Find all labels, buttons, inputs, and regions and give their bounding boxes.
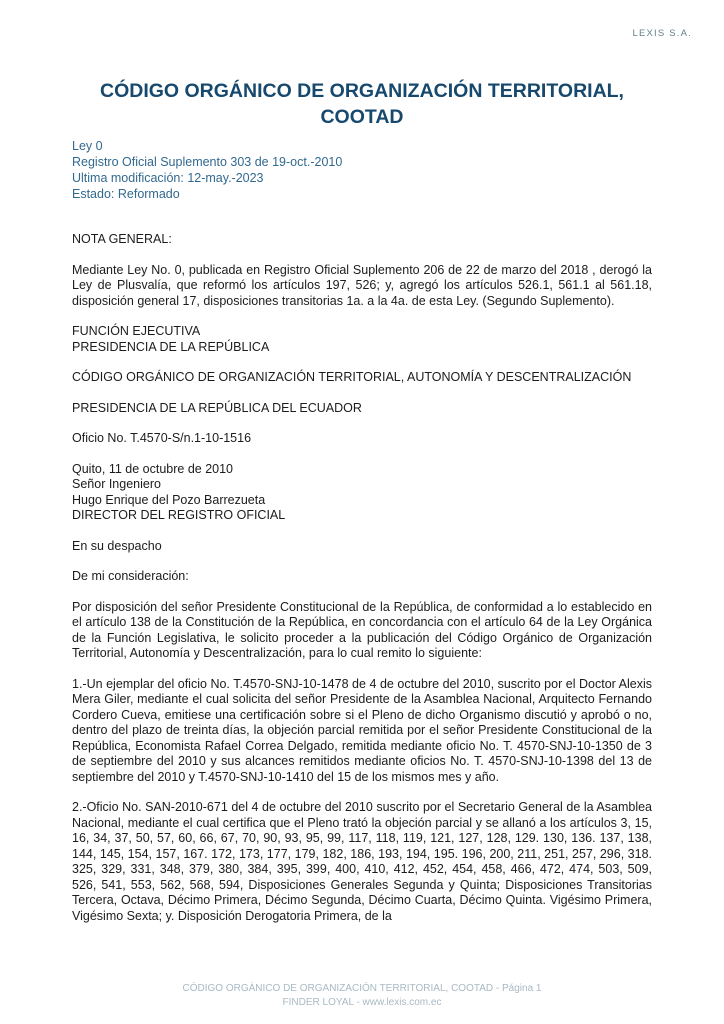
presidencia-line: PRESIDENCIA DE LA REPÚBLICA bbox=[72, 339, 270, 354]
document-title: CÓDIGO ORGÁNICO DE ORGANIZACIÓN TERRITORIAL, COOTAD bbox=[100, 80, 624, 128]
date-line: Quito, 11 de octubre de 2010 bbox=[72, 461, 233, 476]
meta-registry: Registro Oficial Suplemento 303 de 19-oct.-2010 bbox=[72, 155, 343, 169]
item-2-paragraph: 2.-Oficio No. SAN-2010-671 del 4 de octubre del 2010 suscrito por el Secretario General de la Asamblea Nacional, mediante el cual certifica que el Pleno trató la objeción parcial y se allanó a los artículos 3, 15, 16, 34, 37, 50, 57, 60, 66, 67, 70, 90, 93, 95, 99, 117, 118, 119, 121, 127, 128, 129. 130, 136. 137, 138, 144, 145, 154, 157, 167. 172, 173, 177, 179, 182, 186, 193, 194, 195. 196, 200, 211, 251, 257, 296, 318. 325, 329, 331, 348, 379, 380, 384, 395, 399, 400, 410, 412, 452, 454, 458, 466, 472, 474, 503, 509, 526, 541, 553, 562, 568, 594, Disposiciones Generales Segunda y Quinta; Disposiciones Transitorias Tercera, Octava, Décimo Primera, Décimo Segunda, Décimo Cuarta, Décimo Quinta. Vigésimo Primera, Vigésimo Sexta; y. Disposición Derogatoria Primera, de la bbox=[72, 800, 652, 923]
meta-law: Ley 0 bbox=[72, 139, 103, 153]
intro-paragraph: Por disposición del señor Presidente Constitucional de la República, de conformidad a lo establecido en el artículo 138 de la Constitución de la República, en concordancia con el artículo 64 de la Ley Orgánica de la Función Legislativa, le solicito proceder a la publicación del Código Orgánico de Organización Territorial, Autonomía y Descentralización, para lo cual remito lo siguiente: bbox=[72, 599, 652, 660]
meta-last-modified: Ultima modificación: 12-may.-2023 bbox=[72, 171, 264, 185]
addressee-name-line: Hugo Enrique del Pozo Barrezueta bbox=[72, 492, 266, 507]
nota-general-heading: NOTA GENERAL: bbox=[72, 232, 172, 246]
addressee-block bbox=[72, 462, 652, 524]
oficio-number-line: Oficio No. T.4570-S/n.1-10-1516 bbox=[72, 431, 252, 445]
issuer-block bbox=[72, 324, 652, 355]
page-footer bbox=[0, 982, 724, 1010]
document-body bbox=[72, 232, 652, 924]
nota-general-paragraph: Mediante Ley No. 0, publicada en Registro Oficial Suplemento 206 de 22 de marzo del 2018 , derogó la Ley de Plusvalía, que reformó los artículos 197, 526; y, agregó los artículos 526.1, 561.1 al 561.18, disposición general 17, disposiciones transitorias 1a. a la 4a. de esta Ley. (Segundo Suplemento). bbox=[72, 262, 652, 308]
funcion-ejecutiva-line: FUNCIÓN EJECUTIVA bbox=[72, 324, 201, 338]
presidencia-ecuador-line: PRESIDENCIA DE LA REPÚBLICA DEL ECUADOR bbox=[72, 400, 362, 415]
footer-site: FINDER LOYAL - www.lexis.com.ec bbox=[282, 997, 442, 1008]
codigo-organico-line: CÓDIGO ORGÁNICO DE ORGANIZACIÓN TERRITORIAL, AUTONOMÍA Y DESCENTRALIZACIÓN bbox=[72, 370, 632, 384]
salutation-line: De mi consideración: bbox=[72, 569, 189, 583]
meta-status: Estado: Reformado bbox=[72, 187, 180, 201]
footer-title-page: CÓDIGO ORGÁNICO DE ORGANIZACIÓN TERRITORIAL, COOTAD - Página 1 bbox=[182, 983, 542, 994]
addressee-title-line: Señor Ingeniero bbox=[72, 477, 161, 491]
document-meta bbox=[72, 138, 652, 202]
item-1-paragraph: 1.-Un ejemplar del oficio No. T.4570-SNJ-10-1478 de 4 de octubre del 2010, suscrito por el Doctor Alexis Mera Giler, mediante el cual solicita del señor Presidente de la Asamblea Nacional, Arquitecto Fernando Cordero Cueva, emitiese una certificación sobre si el Pleno de dicho Organismo discutió y aprobó o no, dentro del plazo de treinta días, la objeción parcial remitida por el señor Presidente Constitucional de la República, Economista Rafael Correa Delgado, remitida mediante oficio No. T. 4570-SNJ-10-1350 de 3 de septiembre del 2010 y sus alcances remitidos mediante oficios No. T. 4570-SNJ-10-1398 del 13 de septiembre del 2010 y T.4570-SNJ-10-1410 del 15 de los mismos mes y año. bbox=[72, 676, 652, 784]
brand-label: LEXIS S.A. bbox=[632, 28, 692, 39]
despacho-line: En su despacho bbox=[72, 538, 162, 553]
addressee-role-line: DIRECTOR DEL REGISTRO OFICIAL bbox=[72, 508, 286, 522]
